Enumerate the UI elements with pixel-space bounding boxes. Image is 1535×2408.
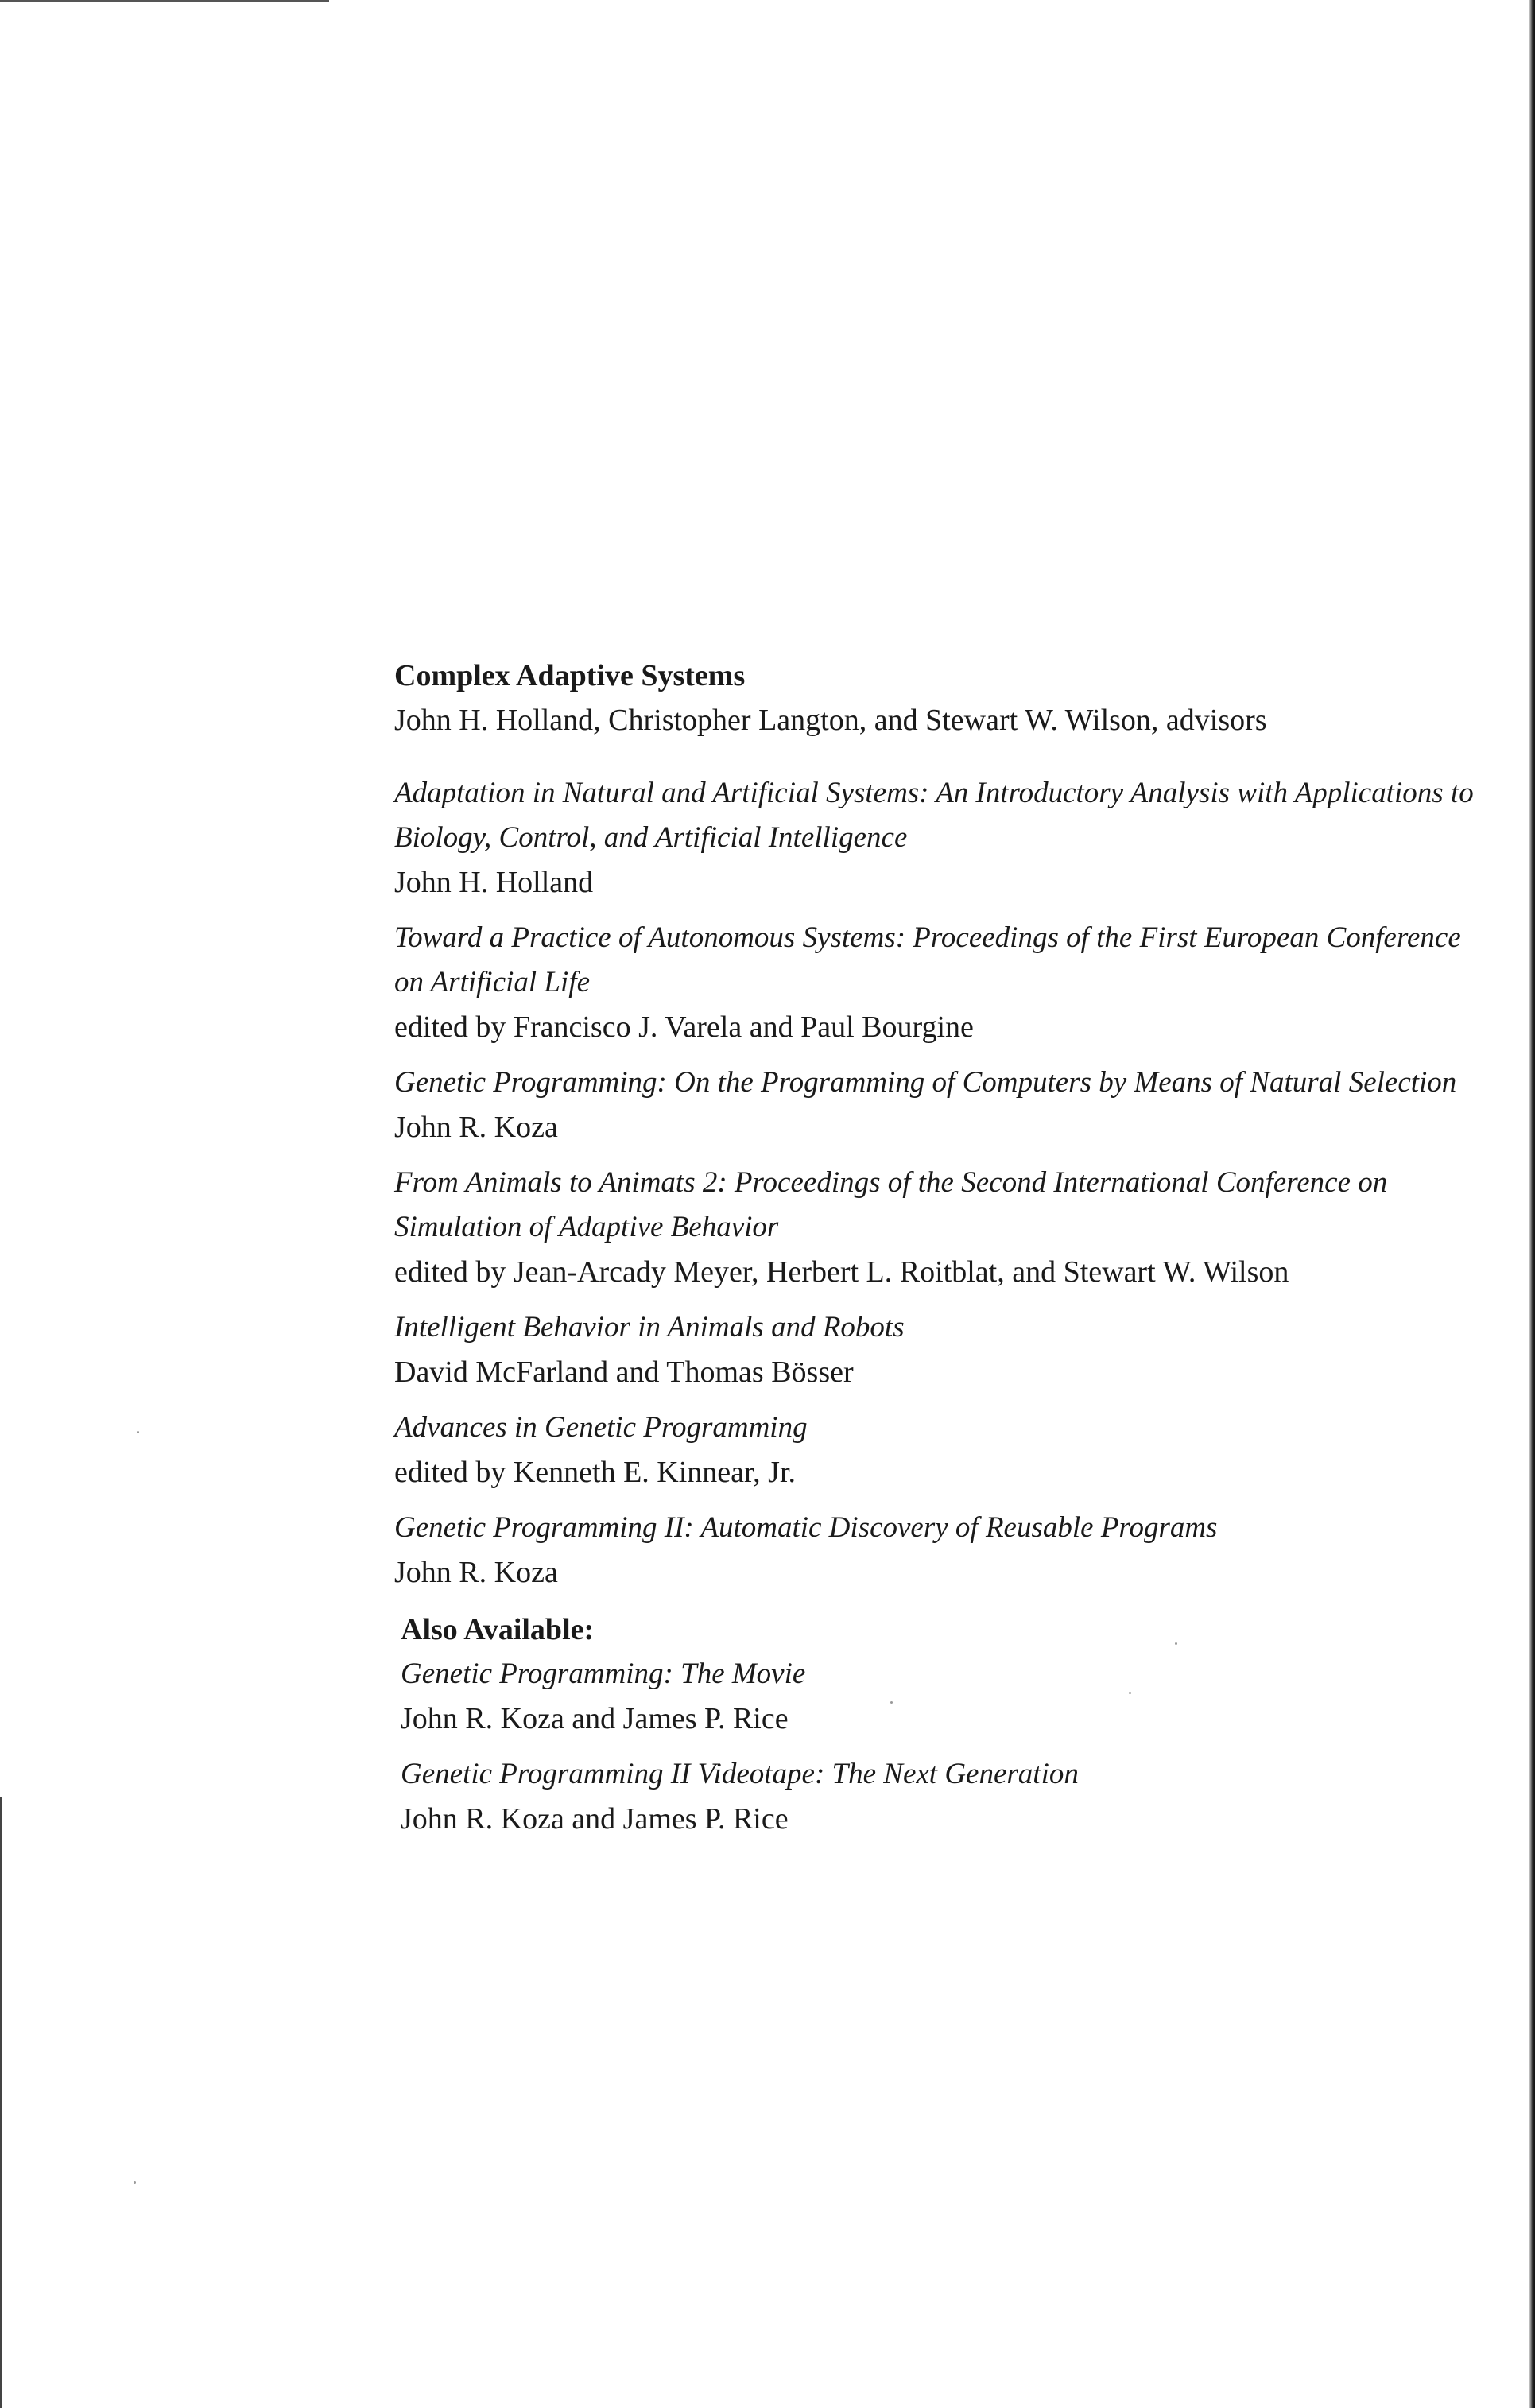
book-author: edited by Kenneth E. Kinnear, Jr. <box>394 1456 797 1489</box>
book-author: David McFarland and Thomas Bösser <box>394 1355 854 1389</box>
book-author: John H. Holland <box>394 866 594 899</box>
book-entry <box>394 1305 1475 1394</box>
book-title: Intelligent Behavior in Animals and Robots <box>394 1311 905 1344</box>
book-entry <box>394 1161 1475 1294</box>
book-title: Toward a Practice of Autonomous Systems: Proceedings of the First European Conference on Artificial Life <box>394 921 1461 998</box>
book-entry <box>394 1061 1475 1150</box>
book-entry <box>394 916 1475 1049</box>
book-entry <box>394 1406 1475 1495</box>
also-available-title: Genetic Programming II Videotape: The Next Generation <box>401 1758 1079 1790</box>
book-entry <box>394 1506 1475 1595</box>
book-entry <box>394 771 1475 905</box>
book-title: From Animals to Animats 2: Proceedings of the Second International Conference on Simulation of Adaptive Behavior <box>394 1166 1388 1243</box>
also-available-author: John R. Koza and James P. Rice <box>401 1702 789 1735</box>
book-title: Genetic Programming: On the Programming of Computers by Means of Natural Selection <box>394 1066 1457 1099</box>
scan-speck <box>134 2181 136 2184</box>
also-available-author: John R. Koza and James P. Rice <box>401 1802 789 1836</box>
book-author: edited by Francisco J. Varela and Paul Bourgine <box>394 1010 974 1044</box>
scan-right-edge <box>1529 0 1535 2408</box>
also-available-entry <box>401 1652 1475 1741</box>
scan-left-edge <box>0 1797 2 2408</box>
series-title: Complex Adaptive Systems <box>394 659 746 692</box>
book-author: John R. Koza <box>394 1111 558 1144</box>
also-available-title: Genetic Programming: The Movie <box>401 1658 806 1690</box>
also-available-entry <box>401 1752 1475 1841</box>
book-title: Genetic Programming II: Automatic Discovery of Reusable Programs <box>394 1511 1218 1544</box>
series-listing <box>394 653 1475 1852</box>
book-title: Advances in Genetic Programming <box>394 1411 808 1444</box>
book-author: John R. Koza <box>394 1556 558 1589</box>
book-author: edited by Jean-Arcady Meyer, Herbert L. Roitblat, and Stewart W. Wilson <box>394 1255 1289 1289</box>
book-title: Adaptation in Natural and Artificial Systems: An Introductory Analysis with Applications to Biology, Control, and Artificial Intelligence <box>394 777 1474 854</box>
also-available-heading: Also Available: <box>401 1613 595 1646</box>
scan-speck <box>137 1431 139 1433</box>
scan-top-rule <box>0 0 329 2</box>
series-advisors: John H. Holland, Christopher Langton, and Stewart W. Wilson, advisors <box>394 704 1267 737</box>
